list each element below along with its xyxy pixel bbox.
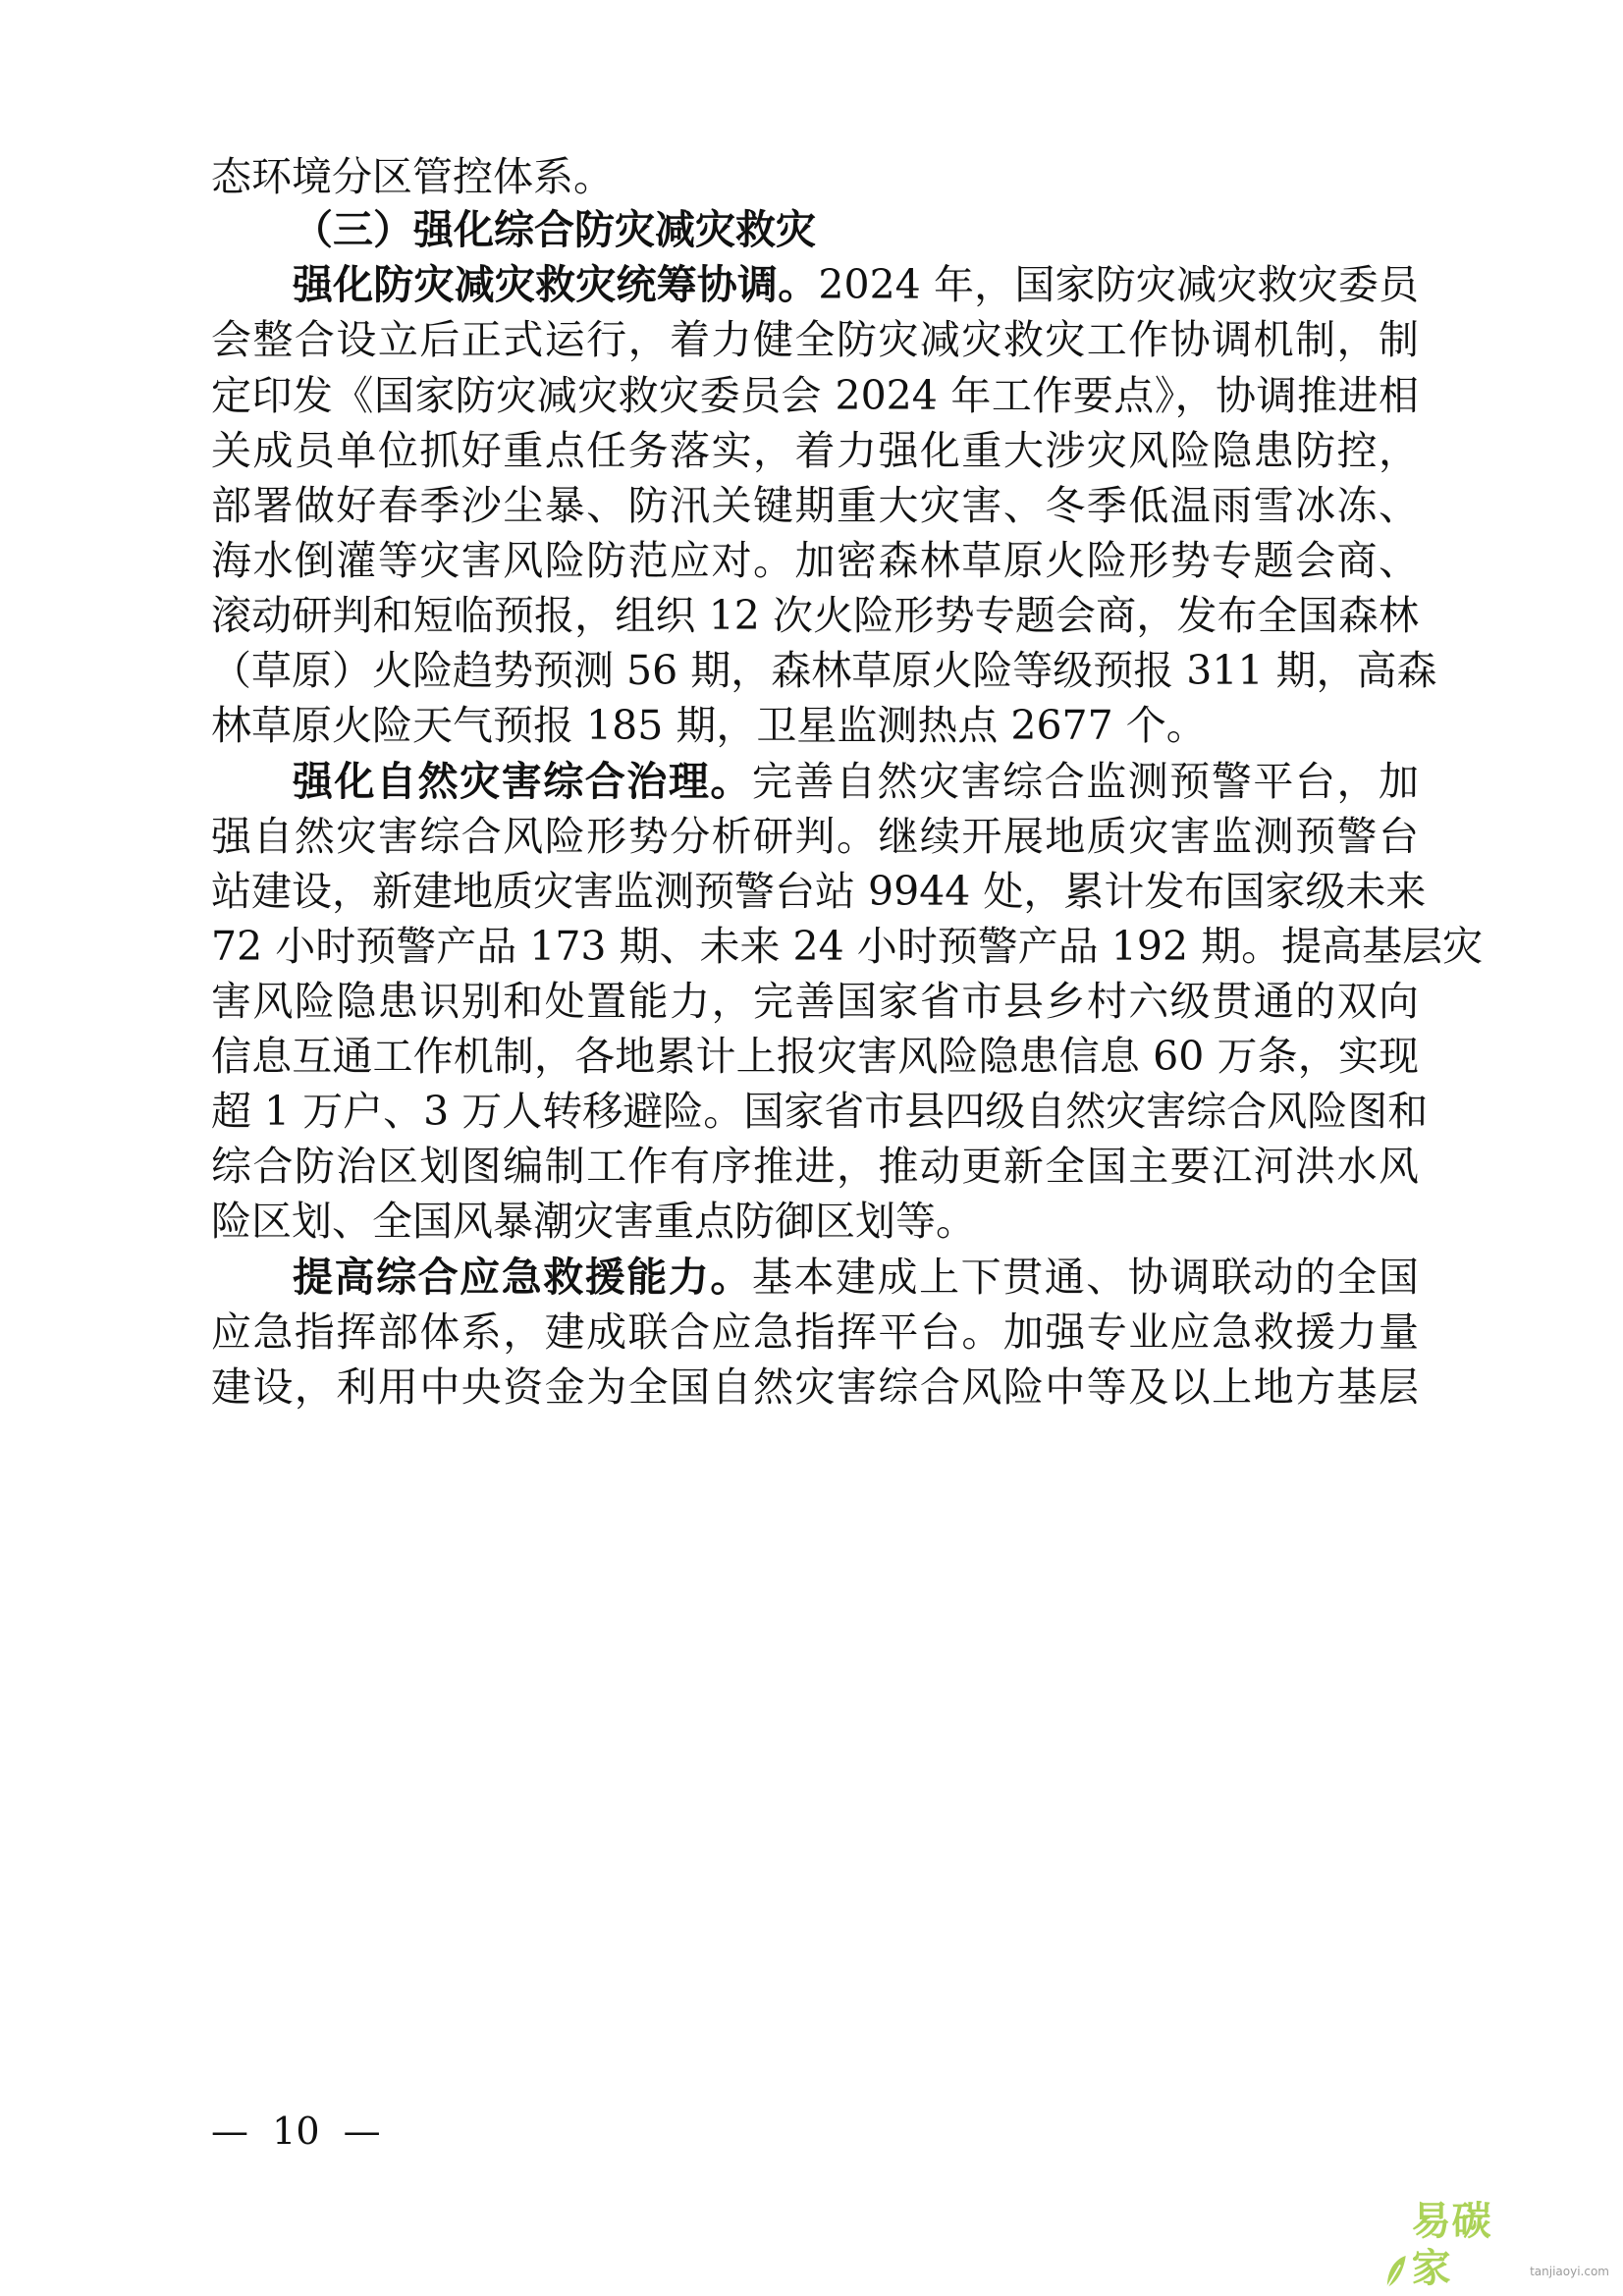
text-line: 滚动研判和短临预报，组织 12 次火险形势专题会商，发布全国森林	[211, 592, 1419, 639]
text-line: 海水倒灌等灾害风险防范应对。加密森林草原火险形势专题会商、	[211, 537, 1419, 584]
text-line: 态环境分区管控体系。	[211, 153, 614, 200]
watermark-text: 易碳家	[1411, 2199, 1492, 2291]
page-number: — 10 —	[211, 2109, 381, 2153]
text-line: 害风险隐患识别和处置能力，完善国家省市县乡村六级贯通的双向	[211, 978, 1419, 1025]
paragraph-lead: 强化防灾减灾救灾统筹协调。	[293, 261, 819, 308]
text-line: 72 小时预警产品 173 期、未来 24 小时预警产品 192 期。提高基层灾	[211, 923, 1484, 970]
text-line: 关成员单位抓好重点任务落实，着力强化重大涉灾风险隐患防控，	[211, 427, 1419, 474]
text-line: 险区划、全国风暴潮灾害重点防御区划等。	[211, 1198, 976, 1245]
text-line: 站建设，新建地质灾害监测预警台站 9944 处，累计发布国家级未来	[211, 868, 1427, 915]
text-line: 超 1 万户、3 万人转移避险。国家省市县四级自然灾害综合风险图和	[211, 1088, 1429, 1135]
text-line: 林草原火险天气预报 185 期，卫星监测热点 2677 个。	[211, 702, 1207, 749]
paragraph-lead: 强化自然灾害综合治理。	[293, 758, 752, 805]
text-line: 应急指挥部体系，建成联合应急指挥平台。加强专业应急救援力量	[211, 1308, 1419, 1356]
text-line: （草原）火险趋势预测 56 期，森林草原火险等级预报 311 期，高森	[211, 647, 1437, 694]
watermark-logo	[1383, 2199, 1609, 2292]
paragraph-first-line	[293, 754, 1419, 809]
leaf-icon	[1383, 2253, 1408, 2292]
text-line: 信息互通工作机制，各地累计上报灾害风险隐患信息 60 万条，实现	[211, 1033, 1419, 1080]
watermark-url: tanjiaoyi.com	[1530, 2265, 1609, 2278]
text-line: 部署做好春季沙尘暴、防汛关键期重大灾害、冬季低温雨雪冰冻、	[211, 482, 1419, 529]
text-line: 定印发《国家防灾减灾救灾委员会 2024 年工作要点》，协调推进相	[211, 372, 1419, 419]
text-line: 建设，利用中央资金为全国自然灾害综合风险中等及以上地方基层	[211, 1363, 1419, 1411]
text-line: 综合防治区划图编制工作有序推进，推动更新全国主要江河洪水风	[211, 1143, 1419, 1190]
paragraph-text: 基本建成上下贯通、协调联动的全国	[751, 1254, 1419, 1301]
paragraph-lead: 提高综合应急救援能力。	[293, 1254, 752, 1301]
paragraph-text: 2024 年，国家防灾减灾救灾委员	[818, 261, 1419, 308]
paragraph-first-line	[293, 1250, 1419, 1305]
paragraph-first-line	[293, 257, 1419, 312]
section-heading: （三）强化综合防灾减灾救灾	[293, 206, 816, 253]
paragraph-text: 完善自然灾害综合监测预警平台，加	[751, 758, 1419, 805]
text-line: 强自然灾害综合风险形势分析研判。继续开展地质灾害监测预警台	[211, 813, 1419, 860]
text-line: 会整合设立后正式运行，着力健全防灾减灾救灾工作协调机制，制	[211, 316, 1419, 363]
